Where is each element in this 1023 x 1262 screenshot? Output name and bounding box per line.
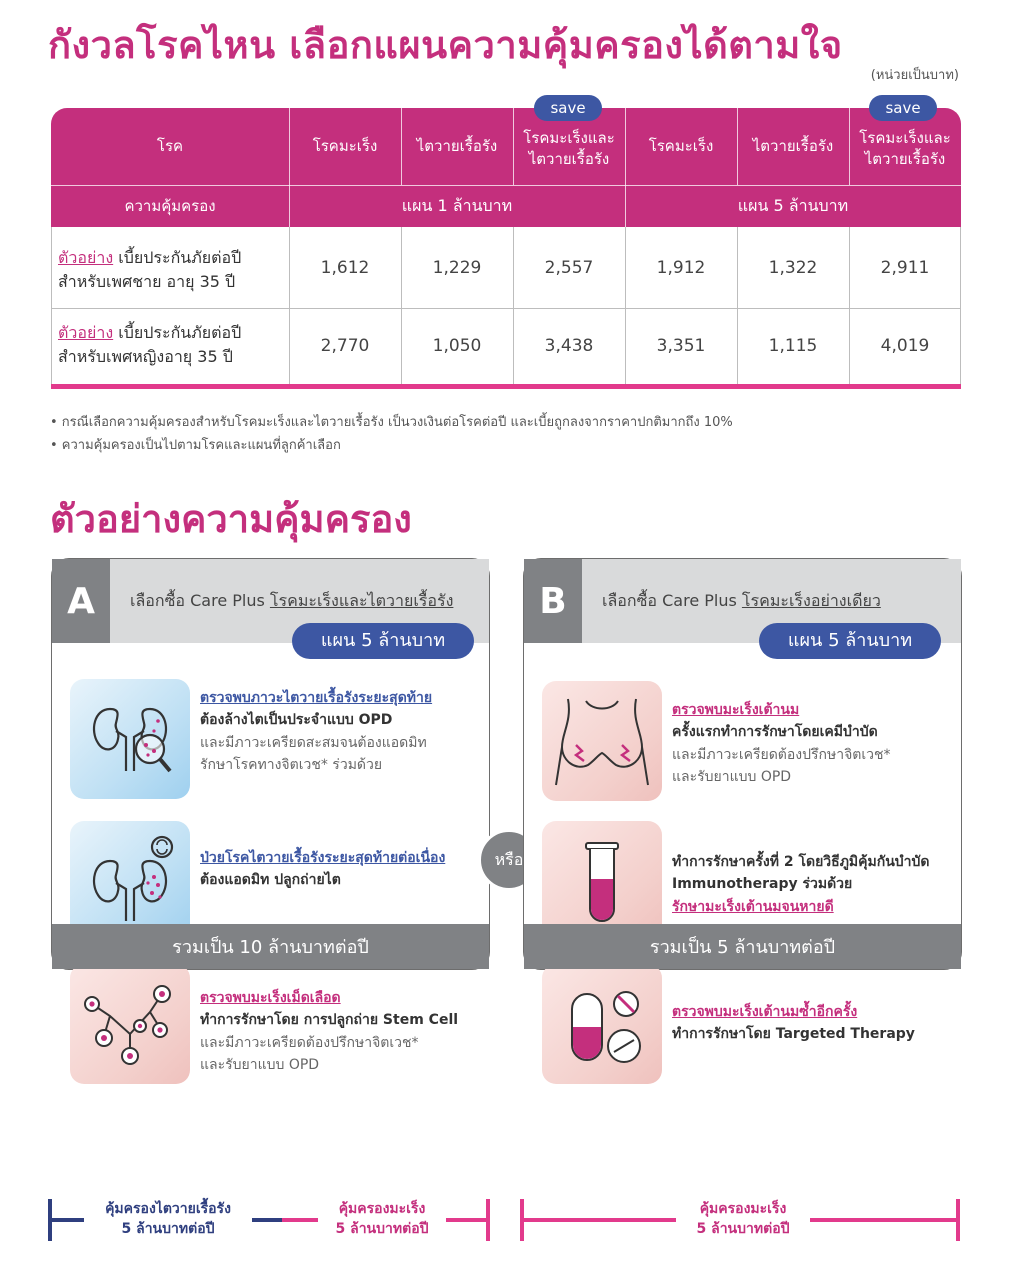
col-header-both-1: โรคมะเร็งและ ไตวายเรื้อรัง [523, 129, 615, 168]
item-line: ทำการรักษาโดย การปลูกถ่าย Stem Cell [200, 1012, 459, 1029]
page-title: กังวลโรคไหน เลือกแผนความคุ้มครองได้ตามใจ [48, 23, 843, 67]
col-header-cancer-1: โรคมะเร็ง [312, 137, 378, 156]
coverage-item [672, 699, 962, 789]
item-line: ทำการรักษาครั้งที่ 2 โดยวิธีภูมิคุ้มกันบำบัด [672, 854, 930, 870]
premium-cell: 4,019 [880, 336, 930, 356]
item-line: ต้องแอดมิท ปลูกถ่ายไต [200, 872, 341, 889]
example-card-a [51, 558, 490, 1074]
premium-cell: 3,351 [656, 336, 706, 356]
item-title: ตรวจพบมะเร็งเม็ดเลือด [200, 990, 341, 1006]
item-title: ตรวจพบภาวะไตวายเรื้อรังระยะสุดท้าย [200, 690, 433, 706]
premium-cell: 1,050 [432, 336, 482, 356]
bracket-label-kidney: คุ้มครองไตวายเรื้อรัง 5 ล้านบาทต่อปี [105, 1201, 231, 1237]
breast-illustration [542, 681, 662, 801]
card-header-link[interactable]: โรคมะเร็งและไตวายเรื้อรัง [269, 591, 454, 610]
item-line: รักษาโรคทางจิตเวช* ร่วมด้วย [200, 757, 383, 774]
row-label-line1: เบี้ยประกันภัยต่อปี [113, 248, 242, 267]
item-line: ครั้งแรกทำการรักษาโดยเคมีบำบัด [672, 724, 878, 741]
col-header-cancer-5: โรคมะเร็ง [648, 137, 714, 156]
test-tube-illustration [542, 821, 662, 941]
bracket-label-cancer-b: คุ้มครองมะเร็ง 5 ล้านบาทต่อปี [696, 1201, 790, 1237]
example-card-b [523, 558, 962, 1043]
table-bottom-bar [51, 384, 961, 389]
item-line: และมีภาวะเครียดสะสมจนต้องแอดมิท [200, 734, 427, 751]
bracket-label-cancer-a: คุ้มครองมะเร็ง 5 ล้านบาทต่อปี [335, 1201, 429, 1237]
item-line: รักษามะเร็งเต้านมจนหายดี [672, 898, 834, 915]
coverage-label: ความคุ้มครอง [124, 196, 216, 215]
premium-cell: 3,438 [544, 336, 594, 356]
item-line: และรับยาแบบ OPD [200, 1057, 320, 1074]
blood-cells-illustration [70, 964, 190, 1084]
divider [51, 227, 52, 384]
premium-cell: 2,770 [320, 336, 370, 356]
divider [401, 108, 402, 185]
premium-cell: 1,229 [432, 257, 482, 278]
row-label-line2: สำหรับเพศชาย อายุ 35 ปี [58, 272, 236, 291]
item-line: Immunotherapy ร่วมด้วย [672, 876, 853, 893]
card-header-text [130, 589, 453, 614]
item-line: และมีภาวะเครียดต้องปรึกษาจิตเวช* [200, 1034, 419, 1051]
plan-badge: แผน 5 ล้านบาท [759, 623, 941, 659]
card-total: รวมเป็น 5 ล้านบาทต่อปี [524, 924, 961, 969]
plan-badge: แผน 5 ล้านบาท [292, 623, 474, 659]
row-label-line2: สำหรับเพศหญิงอายุ 35 ปี [58, 347, 233, 366]
card-total: รวมเป็น 10 ล้านบาทต่อปี [52, 924, 489, 969]
item-title: ตรวจพบมะเร็งเต้านมซ้ำอีกครั้ง [672, 1004, 858, 1020]
card-header-text [602, 589, 881, 614]
note-item: • กรณีเลือกความคุ้มครองสำหรับโรคมะเร็งและไตวายเรื้อรัง เป็นวงเงินต่อโรคต่อปี และเบี้ยถูกลงจากราคาปกติมากถึง 10% [50, 415, 733, 430]
example-link[interactable]: ตัวอย่าง [58, 248, 114, 267]
example-link[interactable]: ตัวอย่าง [58, 323, 114, 342]
premium-cell: 1,115 [768, 336, 818, 356]
section-title: ตัวอย่างความคุ้มครอง [50, 497, 412, 541]
kidney-transplant-illustration [70, 821, 190, 941]
col-header-both-5: โรคมะเร็งและ ไตวายเรื้อรัง [859, 129, 951, 168]
item-title: ตรวจพบมะเร็งเต้านม [672, 702, 800, 718]
save-badge-plan1: save [534, 95, 602, 121]
item-line: ต้องล้างไตเป็นประจำแบบ OPD [200, 712, 393, 729]
coverage-item [200, 847, 490, 892]
col-header-kidney-1: ไตวายเรื้อรัง [416, 137, 498, 156]
item-line: และมีภาวะเครียดต้องปรึกษาจิตเวช* [672, 746, 891, 763]
plan-1-label: แผน 1 ล้านบาท [401, 196, 513, 216]
premium-cell: 1,322 [768, 257, 818, 278]
card-letter: A [52, 559, 110, 643]
kidney-magnify-illustration [70, 679, 190, 799]
premium-cell: 1,612 [320, 257, 370, 278]
row-label-female [58, 321, 241, 369]
item-line: ทำการรักษาโดย Targeted Therapy [672, 1026, 915, 1043]
item-title: ป่วยโรคไตวายเรื้อรังระยะสุดท้ายต่อเนื่อง [200, 850, 446, 866]
card-header-link[interactable]: โรคมะเร็งอย่างเดียว [741, 591, 881, 610]
notes [50, 412, 733, 458]
plan-5-label: แผน 5 ล้านบาท [737, 196, 849, 216]
row-label-line1: เบี้ยประกันภัยต่อปี [113, 323, 242, 342]
premium-cell: 2,911 [880, 257, 930, 278]
premium-cell: 2,557 [544, 257, 594, 278]
card-header-prefix: เลือกซื้อ Care Plus [130, 591, 270, 610]
card-header-prefix: เลือกซื้อ Care Plus [602, 591, 742, 610]
or-badge: หรือ [478, 829, 540, 891]
note-item: • ความคุ้มครองเป็นไปตามโรคและแผนที่ลูกค้าเลือก [50, 437, 341, 453]
divider [513, 108, 514, 185]
unit-note: (หน่วยเป็นบาท) [870, 68, 959, 83]
col-header-disease: โรค [156, 137, 184, 156]
card-letter: B [524, 559, 582, 643]
coverage-item [200, 987, 490, 1077]
save-badge-plan5: save [869, 95, 937, 121]
coverage-item [672, 1001, 962, 1046]
pills-illustration [542, 964, 662, 1084]
coverage-item [672, 851, 962, 918]
row-label-male [58, 246, 241, 294]
coverage-item [200, 687, 490, 777]
col-header-kidney-5: ไตวายเรื้อรัง [752, 137, 834, 156]
item-line: และรับยาแบบ OPD [672, 769, 792, 786]
divider [849, 108, 850, 185]
premium-cell: 1,912 [656, 257, 706, 278]
divider [737, 108, 738, 185]
